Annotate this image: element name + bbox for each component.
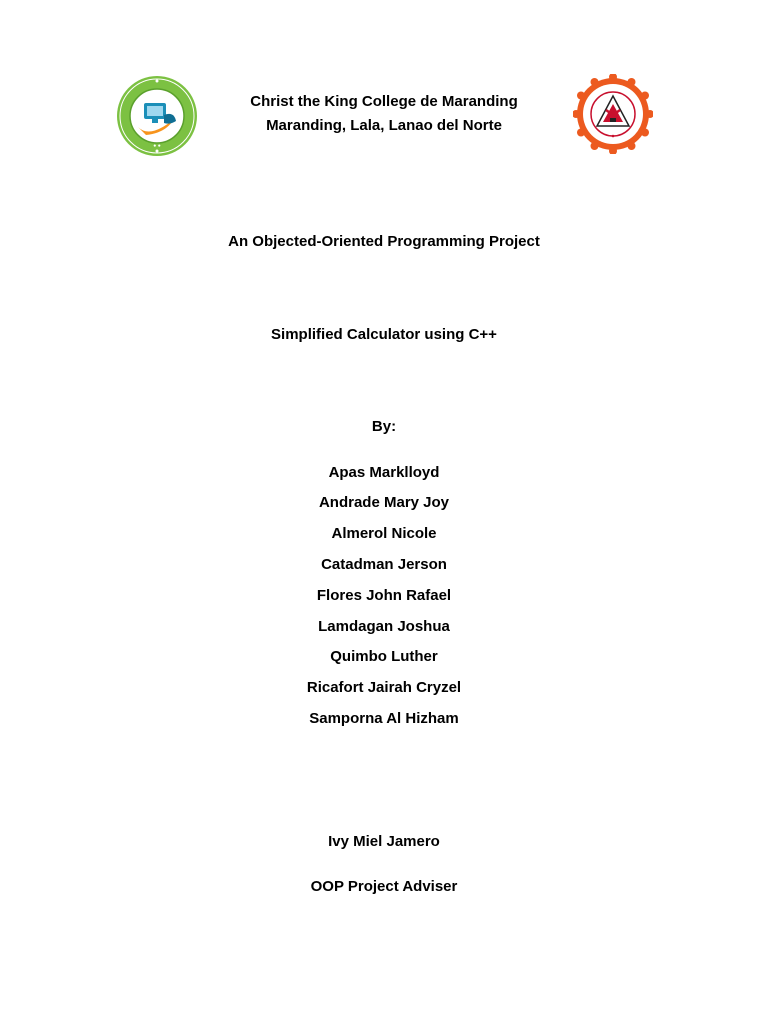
by-label: By: xyxy=(371,418,397,435)
author-name: Lamdagan Joshua xyxy=(318,618,450,635)
project-title: Simplified Calculator using C++ xyxy=(271,326,497,343)
institution-name: Christ the King College de Maranding xyxy=(250,93,518,110)
adviser-name: Ivy Miel Jamero xyxy=(328,833,440,850)
author-name: Andrade Mary Joy xyxy=(318,494,450,511)
author-name: Almerol Nicole xyxy=(331,525,437,542)
author-name: Apas Marklloyd xyxy=(328,464,440,481)
institution-address: Maranding, Lala, Lanao del Norte xyxy=(266,117,502,134)
adviser-role: OOP Project Adviser xyxy=(310,878,458,895)
author-name: Quimbo Luther xyxy=(330,648,438,665)
project-type: An Objected-Oriented Programming Project xyxy=(228,233,540,250)
author-name: Catadman Jerson xyxy=(321,556,447,573)
college-of-computer-science-seal-icon xyxy=(116,75,198,157)
christ-the-king-college-seal-icon xyxy=(573,74,653,154)
left-logo-year-mark: ● ● xyxy=(153,143,161,149)
author-name: Samporna Al Hizham xyxy=(309,710,459,727)
author-name: Ricafort Jairah Cryzel xyxy=(306,679,462,696)
author-name: Flores John Rafael xyxy=(316,587,452,604)
